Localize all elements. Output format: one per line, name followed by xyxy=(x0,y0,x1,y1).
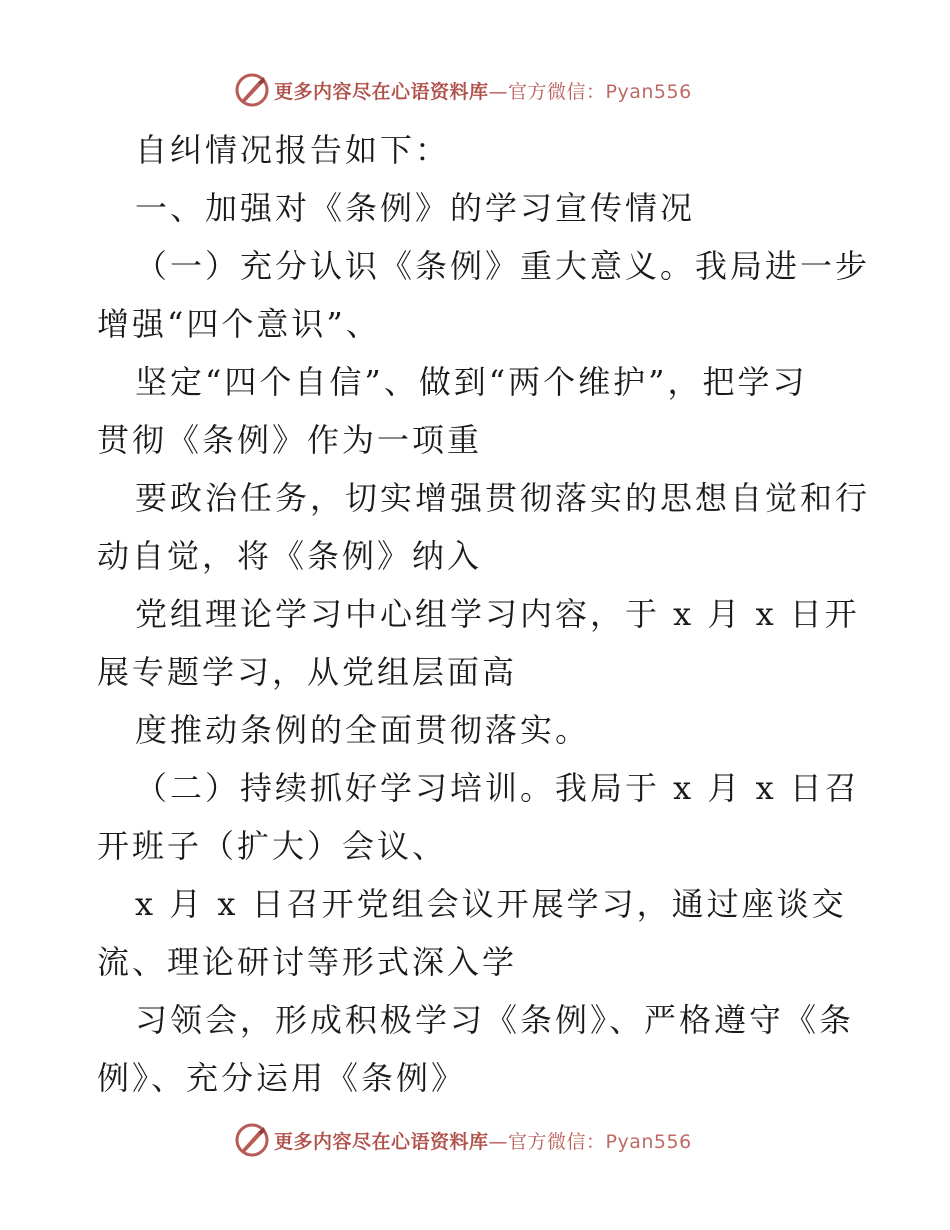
watermark-text xyxy=(274,1127,692,1154)
watermark-text xyxy=(274,77,692,104)
paragraph-line: 贯彻《条例》作为一项重 xyxy=(97,421,483,459)
quill-logo-icon xyxy=(234,1122,270,1158)
paragraph-line: 展专题学习，从党组层面高 xyxy=(97,653,518,691)
watermark-brand: 更多内容尽在心语资料库 xyxy=(274,80,489,103)
watermark-contact-id: Pyan556 xyxy=(605,80,692,103)
paragraph-line: 例》、充分运用《条例》 xyxy=(97,1059,467,1097)
header-watermark xyxy=(234,70,692,110)
paragraph-line: 要政治任务，切实增强贯彻落实的思想自觉和行 xyxy=(135,479,871,517)
paragraph-line: （二）持续抓好学习培训。我局于 x 月 x 日召 xyxy=(135,769,860,807)
quill-logo-icon xyxy=(234,72,270,108)
section-heading: 一、加强对《条例》的学习宣传情况 xyxy=(135,189,696,227)
paragraph-line: 开班子（扩大）会议、 xyxy=(97,827,448,865)
watermark-separator: — xyxy=(488,80,509,103)
paragraph-line: 度推动条例的全面贯彻落实。 xyxy=(135,711,591,749)
watermark-contact-label: 官方微信： xyxy=(508,1130,606,1153)
paragraph-line: 坚定“四个自信”、做到“两个维护”，把学习 xyxy=(135,363,808,401)
paragraph-line: 自纠情况报告如下： xyxy=(135,131,451,169)
footer-watermark xyxy=(234,1120,692,1160)
paragraph-line: 增强“四个意识”、 xyxy=(97,305,381,343)
paragraph-line: （一）充分认识《条例》重大意义。我局进一步 xyxy=(135,247,871,285)
watermark-contact-id: Pyan556 xyxy=(605,1130,692,1153)
paragraph-line: 动自觉，将《条例》纳入 xyxy=(97,537,483,575)
watermark-contact-label: 官方微信： xyxy=(508,80,606,103)
document-body xyxy=(97,121,871,1107)
paragraph-line: 流、理论研讨等形式深入学 xyxy=(97,943,518,981)
paragraph-line: 习领会，形成积极学习《条例》、严格遵守《条 xyxy=(135,1001,855,1039)
paragraph-line: 党组理论学习中心组学习内容，于 x 月 x 日开 xyxy=(135,595,860,633)
paragraph-line: x 月 x 日召开党组会议开展学习，通过座谈交 xyxy=(135,885,847,923)
watermark-separator: — xyxy=(488,1130,509,1153)
watermark-brand: 更多内容尽在心语资料库 xyxy=(274,1130,489,1153)
